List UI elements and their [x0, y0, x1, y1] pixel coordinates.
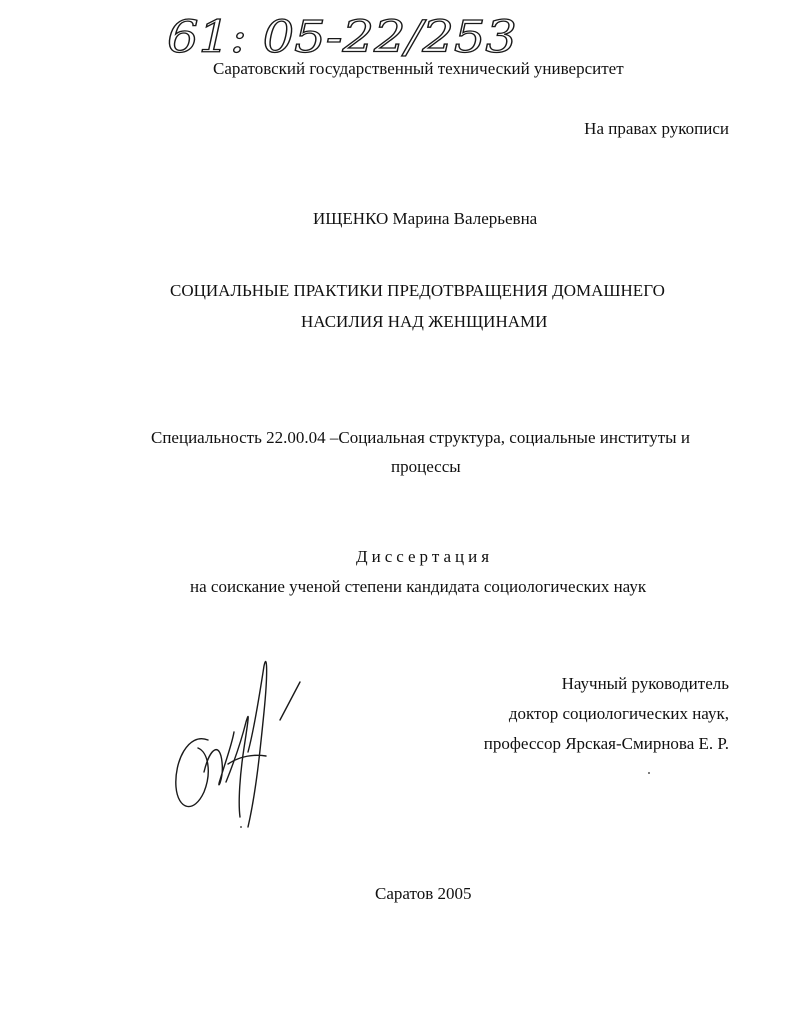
specialty-line-1: Специальность 22.00.04 –Социальная структура, социальные институты и — [151, 428, 690, 447]
archive-code-text: 61: 05-22/253 — [167, 12, 517, 63]
degree-sought: на соискание ученой степени кандидата социологических наук — [190, 577, 647, 596]
dissertation-label: Диссертация — [356, 547, 494, 566]
specialty-line-2: процессы — [391, 457, 461, 476]
supervisor-degree: доктор социологических наук, — [508, 704, 729, 723]
author-signature — [168, 652, 318, 837]
scan-speck — [240, 826, 242, 828]
city-and-year: Саратов 2005 — [375, 884, 472, 903]
university-name: Саратовский государственный технический университет — [213, 59, 624, 78]
supervisor-name: профессор Ярская-Смирнова Е. Р. — [483, 734, 729, 753]
dissertation-title-line-1: СОЦИАЛЬНЫЕ ПРАКТИКИ ПРЕДОТВРАЩЕНИЯ ДОМАШНЕГО — [170, 281, 665, 300]
manuscript-rights-note: На правах рукописи — [584, 119, 729, 138]
scan-speck — [648, 772, 650, 774]
handwritten-archive-code — [165, 4, 525, 64]
author-name: ИЩЕНКО Марина Валерьевна — [313, 209, 538, 228]
supervisor-role: Научный руководитель — [561, 674, 729, 693]
dissertation-title-line-2: НАСИЛИЯ НАД ЖЕНЩИНАМИ — [301, 312, 548, 331]
